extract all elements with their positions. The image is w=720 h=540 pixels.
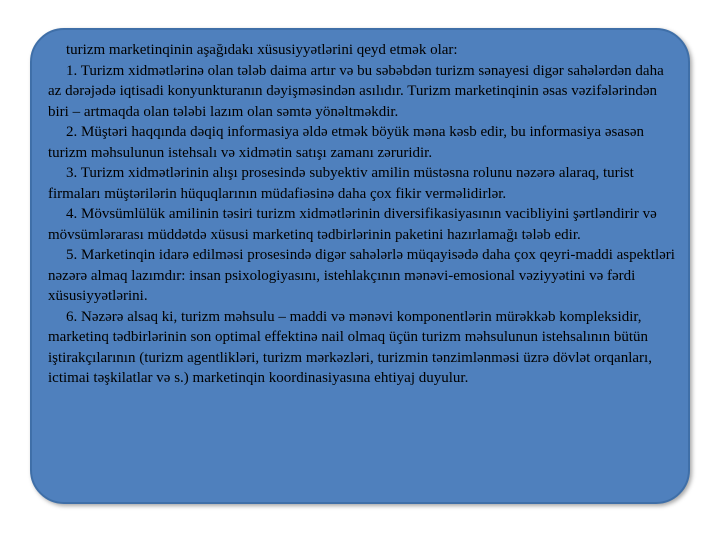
paragraph-2: 2. Müştəri haqqında dəqiq informasiya əldə etmək böyük məna kəsb edir, bu informasiya əsasən turizm məhsulunun istehsalı və xidmətin satışı zamanı zəruridir. [48,124,644,161]
paragraph-5: 5. Marketinqin idarə edilməsi prosesində digər sahələrlə müqayisədə daha çox qeyri-maddi aspektləri nəzərə almaq lazımdır: insan psixologiyasını, istehlakçının mənəvi-emosional vəziyyətini və fərdi xüsusiyyətlərini. [48,247,675,304]
paragraph-1: 1. Turizm xidmətlərinə olan tələb daima artır və bu səbəbdən turizm sənayesi digər sahələrdən daha az dərəjədə iqtisadi konyunkturanın dəyişməsindən asılıdır. Turizm marketinqinin əsas vəzifələrindən biri – artmaqda olan tələbi lazım olan səmtə yönəltməkdir. [48,62,664,120]
text-block [48,40,676,389]
paragraph-4: 4. Mövsümlülük amilinin təsiri turizm xidmətlərinin diversifikasiyasının vacibliyini şərtləndirir və mövsümlərarası müddətdə xüsusi marketinq tədbirlərinin paketini hazırlamağı tələb edir. [48,206,657,243]
paragraph-3: 3. Turizm xidmətlərinin alışı prosesində subyektiv amilin müstəsna rolunu nəzərə alaraq, turist firmaları müştərilərin hüquqlarının müdafiəsinə daha çox fikir verməlidirlər. [48,165,634,202]
intro-paragraph: turizm marketinqinin aşağıdakı xüsusiyyətlərini qeyd etmək olar: [66,42,458,58]
paragraph-6: 6. Nəzərə alsaq ki, turizm məhsulu – maddi və mənəvi komponentlərin mürəkkəb kompleksidir, marketinq tədbirlərinin son optimal effektinə nail olmaq üçün turizm məhsulunun istehsalının bütün iştirakçılarının (turizm agentlikləri, turizm mərkəzləri, turizmin tənzimlənməsi üzrə dövlət orqanları, ictimai təşkilatlar və s.) marketinqin koordinasiyasına ehtiyaj duyulur. [48,308,652,386]
